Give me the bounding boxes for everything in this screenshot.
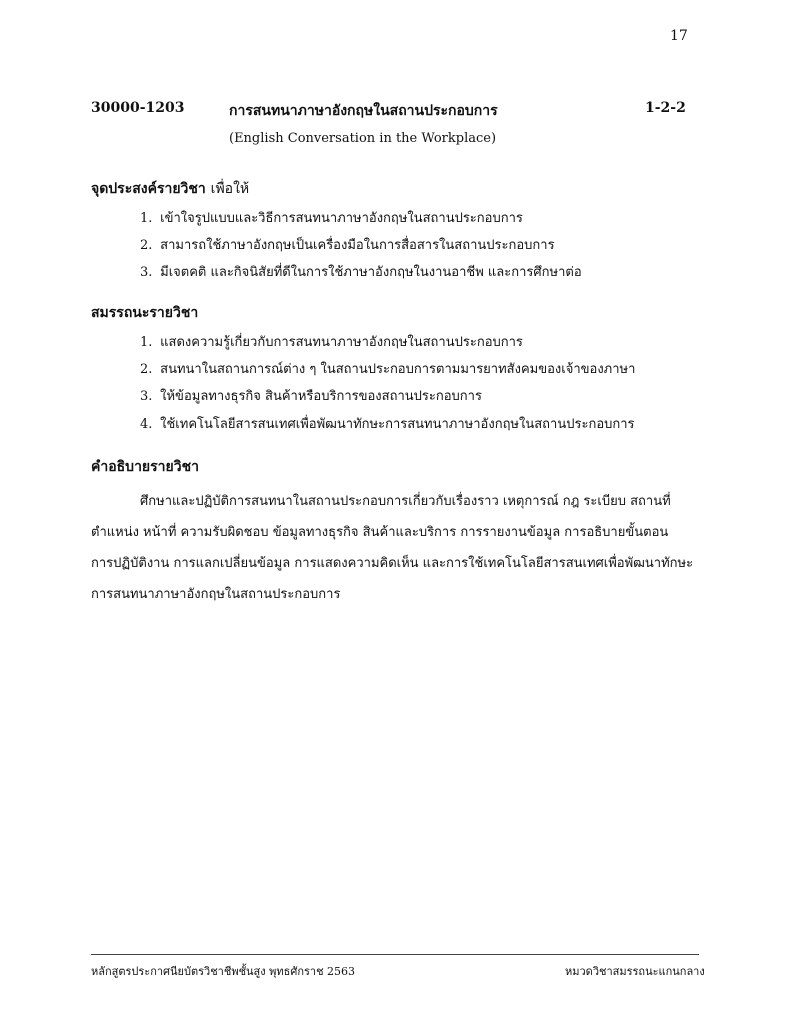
competency-item: [140, 331, 523, 352]
objective-item: [140, 207, 523, 228]
description-line: การปฏิบัติงาน การแลกเปลี่ยนข้อมูล การแสดงความคิดเห็น และการใช้เทคโนโลยีสารสนเทศเพื่อพัฒนาทักษะ: [91, 556, 694, 571]
footer-category: หมวดวิชาสมรรถนะแกนกลาง: [565, 965, 705, 978]
description-body: [91, 486, 701, 610]
footer-curriculum: หลักสูตรประกาศนียบัตรวิชาชีพชั้นสูง พุทธศักราช 2563: [91, 965, 356, 978]
competency-number: 2.: [140, 362, 153, 377]
competency-item: [140, 413, 635, 434]
competency-number: 4.: [140, 417, 153, 432]
objectives-heading: [91, 178, 249, 200]
competency-text: ใช้เทคโนโลยีสารสนเทศเพื่อพัฒนาทักษะการสนทนาภาษาอังกฤษในสถานประกอบการ: [160, 417, 635, 432]
page-number: 17: [670, 28, 688, 44]
course-title-thai: การสนทนาภาษาอังกฤษในสถานประกอบการ: [229, 103, 498, 119]
competency-text: สนทนาในสถานการณ์ต่าง ๆ ในสถานประกอบการตามมารยาทสังคมของเจ้าของภาษา: [160, 362, 636, 377]
competency-number: 1.: [140, 335, 153, 350]
competency-text: ให้ข้อมูลทางธุรกิจ สินค้าหรือบริการของสถานประกอบการ: [160, 389, 482, 404]
competency-item: [140, 358, 635, 379]
objective-text: มีเจตคติ และกิจนิสัยที่ดีในการใช้ภาษาอังกฤษในงานอาชีพ และการศึกษาต่อ: [160, 265, 582, 280]
objective-item: [140, 234, 555, 255]
course-code: 30000-1203: [91, 100, 185, 116]
objective-number: 1.: [140, 211, 153, 226]
objective-number: 2.: [140, 238, 153, 253]
description-line: ศึกษาและปฏิบัติการสนทนาในสถานประกอบการเกี่ยวกับเรื่องราว เหตุการณ์ กฎ ระเบียบ สถานที่: [140, 494, 671, 509]
objective-number: 3.: [140, 265, 153, 280]
competency-number: 3.: [140, 389, 153, 404]
competencies-heading: สมรรถนะรายวิชา: [91, 305, 199, 321]
course-title-english: (English Conversation in the Workplace): [229, 131, 497, 146]
objective-text: เข้าใจรูปแบบและวิธีการสนทนาภาษาอังกฤษในสถานประกอบการ: [160, 211, 523, 226]
objectives-heading-label: จุดประสงค์รายวิชา: [91, 181, 206, 197]
competency-item: [140, 385, 482, 406]
objective-item: [140, 261, 582, 282]
course-credits: 1-2-2: [645, 100, 686, 116]
objective-text: สามารถใช้ภาษาอังกฤษเป็นเครื่องมือในการสื่อสารในสถานประกอบการ: [160, 238, 555, 253]
description-line: การสนทนาภาษาอังกฤษในสถานประกอบการ: [91, 587, 341, 602]
footer-divider: [91, 954, 699, 955]
objectives-heading-suffix: เพื่อให้: [210, 181, 250, 197]
description-heading: คำอธิบายรายวิชา: [91, 459, 199, 475]
competency-text: แสดงความรู้เกี่ยวกับการสนทนาภาษาอังกฤษในสถานประกอบการ: [160, 335, 523, 350]
description-line: ตำแหน่ง หน้าที่ ความรับผิดชอบ ข้อมูลทางธุรกิจ สินค้าและบริการ การรายงานข้อมูล การอธิบายขั้นตอน: [91, 525, 669, 540]
